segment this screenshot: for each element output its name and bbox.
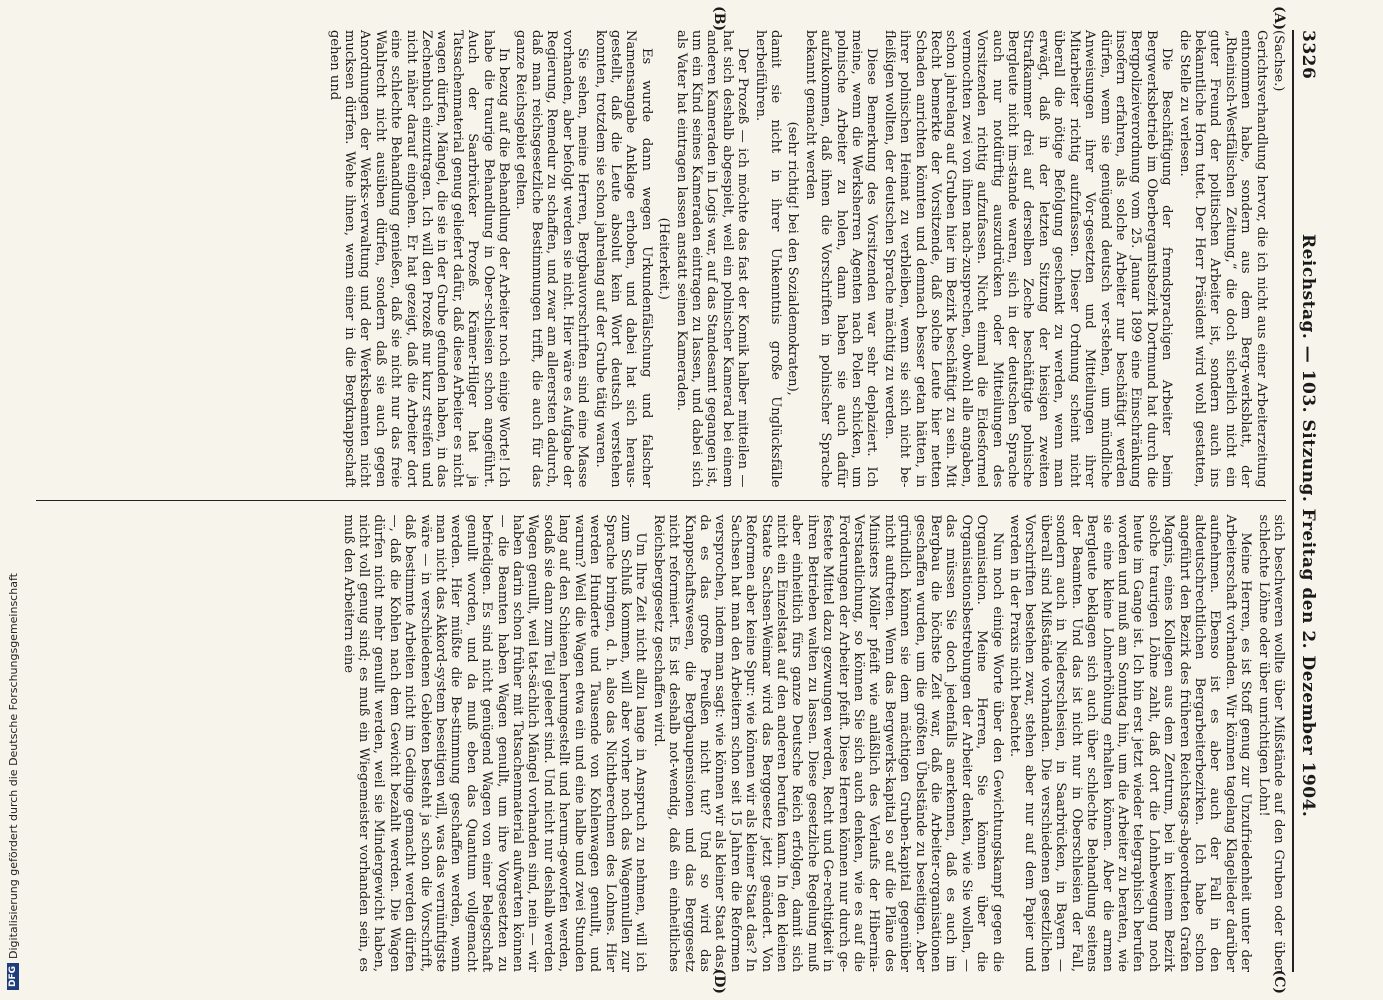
document-page	[10, 0, 1330, 1000]
margin-marker-d: (D)	[711, 968, 727, 994]
page-header	[1294, 30, 1318, 972]
page-number: 3326	[1298, 30, 1318, 80]
paragraph: Es wurde dann wegen Urkundenfälschung und falscher Namensangabe Anklage erhoben, und dabei hat sich heraus-gestellt, daß die Leute absolut kein Wort deutsch verstehen konnten, trotzdem sie schon jahrelang auf der Grube tätig waren.	[592, 30, 654, 488]
speaker-label: (Sachse.)	[1271, 30, 1286, 92]
paragraph: sich beschweren wollte über Mißstände auf den Gruben oder über schlechte Löhne oder über unrichtigen Lohn!	[1255, 514, 1286, 972]
margin-marker-c: (C)	[1271, 969, 1287, 994]
paragraph: Gerichtsverhandlung hervor, die ich nicht aus einer Arbeiterzeitung entnommen habe, sondern aus dem Berg-werksblatt, der „Rheinisch-Westfälischen Zeitung,“ die doch sicherlich nicht ein guter Freund der politischen Arbeiter ist, sondern auch ins bekanntliche Horn tutet. Der Herr Präsident wird wohl gestatten, die Stelle zu verlesen.	[1176, 30, 1269, 488]
margin-marker-b: (B)	[711, 6, 727, 32]
paragraph: Diese Bemerkung des Vorsitzenden war sehr deplaziert. Ich meine, wenn die Werksherren Agenten nach Polen schicken, um polnische Arbeiter zu holen, dann haben sie auch dafür aufzukommen, daß ihnen die Vorschriften in polnischer Sprache bekannt gemacht werden	[802, 30, 880, 488]
text-columns	[36, 6, 1287, 994]
paragraph: damit sie nicht in ihrer Unkenntnis große Unglücksfälle herbeiführen.	[752, 30, 783, 488]
paragraph: Um Ihre Zeit nicht allzu lange in Anspruch zu nehmen, will ich zum Schluß kommen, will aber vorher noch das Wagennullen zur Sprache bringen, d. h. also das Nichtberechnen des Lohnes. Hier werden Hunderte und Tausende von Kohlenwagen genullt, und warum? Weil die Wagen etwa ein und eine halbe und zwei Stunden lang auf den Schienen herumgestellt und herum-geworfen werden, sodaß sie dann zum Teil geleert sind. Und nicht nur deshalb werden Wagen genullt, weil tat-sächlich Mängel vorhanden sind, nein — wir haben darin schon früher mit Tatsachenmaterial aufwarten können — die Beamten haben Wagen genullt, um ihre Vorgesetzten zu befriedigen. Es sind nicht genügend Wagen von einer Belegschaft genullt worden, und da muß eben das Quantum vollgemacht werden. Hier müßte die Be-stimmung geschaffen werden, wenn man nicht das Akkord-system beseitigen will, was das vernünftigste wäre — in verschiedenen Gebieten besteht ja schon die Vorschrift, daß bestimmte Arbeiten nicht im Gedinge gemacht werden dürfen —, daß die Kohlen nach dem Gewicht bezahlt werden. Die Wagen dürfen nicht mehr genullt werden, weil sie Mindergewicht haben, nicht voll genug sind; es muß ein Wiegemeister vorhanden sein, es muß den Arbeitern eine	[340, 514, 649, 972]
paragraph: Sie sehen, meine Herren, Bergbauvorschriften sind eine Masse vorhanden, aber befolgt werden sie nicht. Hier wäre es Aufgabe der Regierung, Remedur zu schaffen, und zwar am allerersten dadurch, daß man reichsgesetzliche Bestimmungen trifft, die auch für das ganze Reichsgebiet gelten.	[513, 30, 591, 488]
paragraph: Meine Herren, es ist Stoff genug zur Unzufriedenheit unter der Arbeiterschaft vorhanden. Wir können tagelang Klagelieder darüber aufnehmen. Ebenso ist es aber auch der Fall in den altdeutschrechtlichen Bergarbeiterbezirken. Ich habe schon angeführt den Bezirk des früheren Reichstags-abgeordneten Grafen Magnis, eines Kollegen aus dem Zentrum, bei in keinem Bezirk solche traurigen Löhne zahlt, daß dort die Lohnbewegung noch heute im Gange ist. Ich bin erst jetzt wieder telegraphisch berufen worden und muß am Sonntag hin, um die Arbeiter zu beraten, wie sie eine kleine Lohnerhöhung erhalten können. Aber die armen Bergleute beklagen sich auch über schlechte Behandlung seitens der Beamten. Und das ist nicht nur in Oberschlesien der Fall, sondern auch in Niederschlesien, in Saarbrücken, in Bayern — überall sind Mißstände vorhanden. Die verschiedenen gesetzlichen Vorschriften bestehen zwar, stehen aber nur auf dem Papier und werden in der Praxis nicht beachtet.	[1007, 514, 1254, 972]
left-column	[36, 6, 1287, 501]
page-title: Reichstag. — 103. Sitzung. Freitag den 2. Dezember 1904.	[1298, 233, 1318, 818]
digitization-credit	[6, 573, 20, 990]
dfg-logo: DFG	[7, 963, 19, 990]
interjection: (Heiterkeit.)	[656, 217, 672, 300]
paragraph: Nun noch einige Worte über den Gewichtungskampf gegen die Organisation. Meine Herren, Sie können über die Organisationsbestrebungen der Arbeiter denken, wie Sie wollen, — das müssen Sie doch jedenfalls anerkennen, daß es auch im Bergbau die höchste Zeit war, daß die Arbeiter-organisationen geschaffen wurden, um die größten Übelstände zu beseitigen. Aber gründlich können sie dem mächtigen Gruben-kapital gegenüber nicht auftreten. Wenn das Bergwerks-kapital so auf die Pläne des Ministers Möller pfeift wie anläßlich des Verlaufs der Hibernia-Verstaatlichung, so können Sie sich auch denken, wie es auf die Forderungen der Arbeiter pfeift. Diese Herren können nur durch ge-festete Mittel dazu gezwungen werden, Recht und Ge-rechtigkeit in ihren Betrieben walten zu lassen. Diese gesetzliche Regelung muß aber einheitlich fürs ganze Deutsche Reich erfolgen, damit sich nicht ein Einzelstaat auf den anderen berufen kann. In den kleinen Staate Sachsen-Weimar wird das Berggesetz jetzt geändert. Von Reformen aber keine Spur: wie können wir als kleiner Staat das? In Sachsen hat man den Arbeitern schon seit 15 Jahren die Reformen versprochen, indem man sagt: wie können wir als kleiner Staat das, da es das große Preußen nicht tut? Und so wird das Knappschaftswesen, die Bergbaupensionen und das Berggesetz nicht reformiert. Es ist deshalb not-wendig, daß ein einheitliches Reichsberggesetz geschaffen wird.	[650, 514, 1005, 972]
paragraph: Die Beschäftigung der fremdsprachigen Arbeiter beim Bergwerksbetrieb im Oberbergamtsbezirk Dortmund hat durch die Bergpolizeiverordnung vom 25. Januar 1899 eine Einschränkung insofern erfahren, als solche Arbeiter nur beschäftigt werden dürfen, wenn sie genügend deutsch ver-stehen, um mündliche Anweisungen ihrer Vor-gesetzten und Mitteilungen ihrer Mitarbeiter richtig aufzufassen. Dieser Ordnung scheint nicht überall die nötige Befolgung geschenkt zu werden, wenn man erwägt, daß in der letzten Sitzung der hiesigen zweiten Strafkammer drei auf derselben Zeche beschäftigte polnische Bergleute nicht im-stande waren, sich in der deutschen Sprache auch nur notdürftig auszudrücken oder Mitteilungen des Vorsitzenden richtig aufzufassen. Nicht einmal die Eidesformel vermochten zwei von ihnen nach-zusprechen, obwohl alle angaben, schon jahrelang auf Gruben hier im Bezirk beschäftigt zu sein. Mit Recht bemerkte der Vorsitzende, daß solche Leute hier netten Schaden anrichten könnten und demnach besser getan hätten, in ihrer polnischen Heimat zu verbleiben, wenn sie sich nicht be-fleißigen wollten, der deutschen Sprache mächtig zu werden.	[881, 30, 1175, 488]
interjection: (sehr richtig! bei den Sozialdemokraten),	[785, 121, 801, 396]
paragraph: In bezug auf die Behandlung der Arbeiter noch einige Worte! Ich habe die traurige Behandlung in Ober-schlesien schon angeführt. Auch der Saarbrücker Prozeß Krämer-Hilger hat ja Tatsachenmaterial genug geliefert dafür, daß diese Arbeiter es nicht wagen dürfen, Mängel, die sie in der Grube gefunden haben, in das Zechenbuch einzutragen. Ich will den Prozeß nur kurz streifen und nicht näher darauf eingehen. Er hat gezeigt, daß die Arbeiter dort eine schlechte Behandlung genießen, daß sie nicht nur das freie Wahlrecht nicht ausüben dürfen, sondern daß sie auch gegen Anordnungen der Werks-verwaltung und der Werksbeamten nicht mucksen dürfen. Wehe ihnen, wenn einer in die Bergknappschaft gehen und	[326, 30, 512, 488]
credit-text: Digitalisierung gefördert durch die Deutsche Forschungsgemeinschaft	[6, 573, 20, 959]
header-rule	[1292, 30, 1294, 972]
margin-marker-a: (A)	[1271, 6, 1287, 31]
paragraph: Der Prozeß — ich möchte das fast der Komik halber mitteilen — hat sich deshalb abgespielt, weil ein polnischer Kamerad bei einem anderen Kameraden in Logis war, auf das Standesamt gegangen ist, um ein Kind seines Kameraden eintragen zu lassen, und dabei sich als Vater hat eintragen lassen anstatt seinen Kameraden.	[673, 30, 751, 488]
right-column	[36, 514, 1287, 994]
